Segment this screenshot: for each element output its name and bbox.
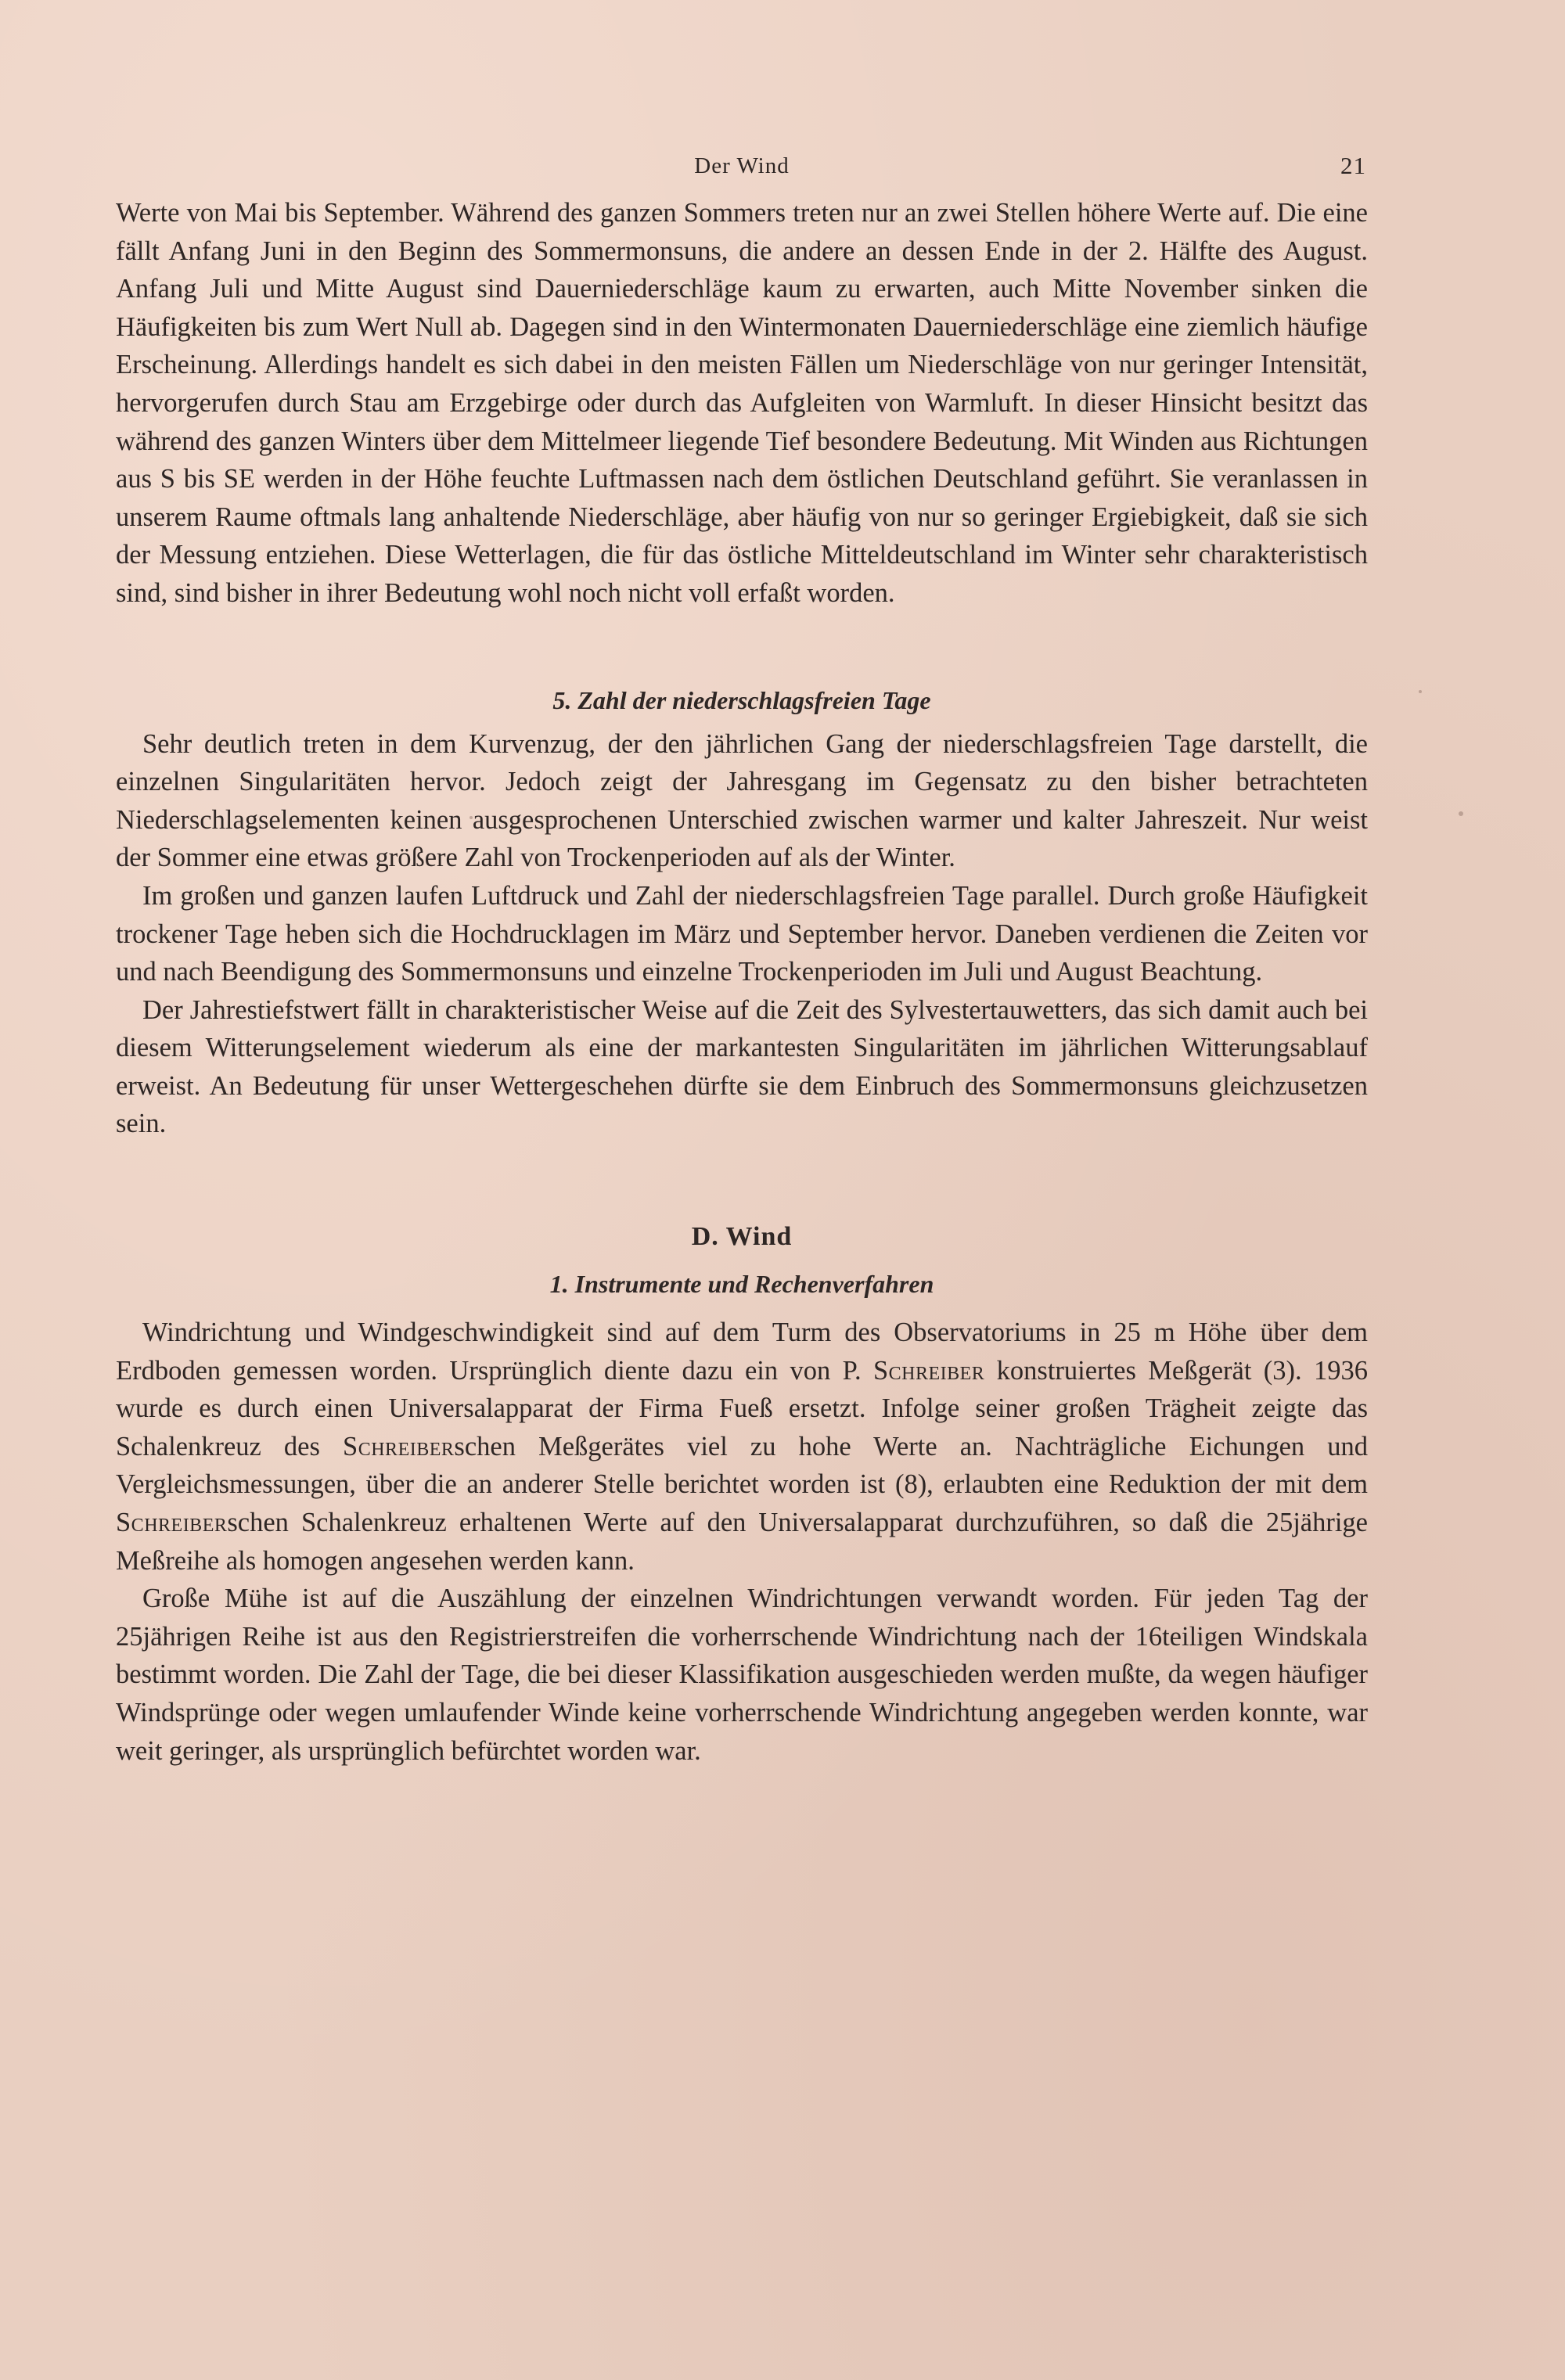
running-head xyxy=(116,147,1368,194)
section5-paragraph-3: Der Jahrestiefstwert fällt in charakteristischer Weise auf die Zeit des Sylvestertauwetters, das sich damit auch bei diesem Witterungselement wiederum als eine der markantesten Singularitäten im jährlichen Witterungsablauf erweist. An Bedeutung für unser Wettergeschehen dürfte sie dem Einbruch des Sommermonsuns gleichzusetzen sein. xyxy=(116,994,1368,1139)
section5-paragraph-1: Sehr deutlich treten in dem Kurvenzug, der den jährlichen Gang der niederschlagsfreien Tage darstellt, die einzelnen Singularitäten hervor. Jedoch zeigt der Jahresgang im Gegensatz zu den bisher betrachteten Niederschlagselementen keinen ausgesprochenen Unterschied zwischen warmer und kalter Jahreszeit. Nur weist der Sommer eine etwas größere Zahl von Trockenperioden auf als der Winter. xyxy=(116,728,1368,873)
intro-paragraph: Werte von Mai bis September. Während des ganzen Sommers treten nur an zwei Stellen höhere Werte auf. Die eine fällt Anfang Juni in den Beginn des Sommermonsuns, die andere an dessen Ende in der 2. Hälfte des August. Anfang Juli und Mitte August sind Dauerniederschläge kaum zu erwarten, auch Mitte November sinken die Häufigkeiten bis zum Wert Null ab. Dagegen sind in den Wintermonaten Dauerniederschläge eine ziemlich häufige Erscheinung. Allerdings handelt es sich dabei in den meisten Fällen um Niederschläge von nur geringer Intensität, hervorgerufen durch Stau am Erzgebirge oder durch das Aufgleiten von Warmluft. In dieser Hinsicht besitzt das während des ganzen Winters über dem Mittelmeer liegende Tief besondere Bedeutung. Mit Winden aus Richtungen aus S bis SE werden in der Höhe feuchte Luftmassen nach dem östlichen Deutschland geführt. Sie veranlassen in unserem Raume oftmals lang anhaltende Niederschläge, aber häufig von nur so geringer Ergiebigkeit, daß sie sich der Messung entziehen. Diese Wetterlagen, die für das östliche Mitteldeutschland im Winter sehr charakteristisch sind, sind bisher in ihrer Bedeutung wohl noch nicht voll erfaßt worden. xyxy=(116,198,1368,608)
author-name: Schreiber xyxy=(116,1508,228,1538)
text-run: schen Meßgerätes viel zu hohe Werte an. Nachträgliche Eichungen und Vergleichsmessungen, über die an anderer Stelle berichtet worden ist (8), erlaubten eine Reduktion der mit dem xyxy=(116,1431,1368,1500)
paper-speck xyxy=(1419,690,1422,693)
subsection-heading-1: 1. Instrumente und Rechenverfahren xyxy=(549,1270,934,1299)
section-heading-5: 5. Zahl der niederschlagsfreien Tage xyxy=(552,685,931,714)
text-run: Windrichtung und Windgeschwindigkeit sind auf dem Turm des Observatoriums in 25 m Höhe über dem Erdboden gemessen worden. Ursprünglich diente dazu ein von P. xyxy=(116,1318,1368,1386)
section5-paragraph-2: Im großen und ganzen laufen Luftdruck und Zahl der niederschlagsfreien Tage parallel. Durch große Häufigkeit trockener Tage heben sich die Hochdrucklagen im März und September hervor. Daneben verdienen die Zeiten vor und nach Beendigung des Sommermonsuns und einzelne Trockenperioden im Juli und August Beachtung. xyxy=(116,880,1368,987)
text-run: konstruiertes Meßgerät (3). 1936 wurde es durch einen Universalapparat der Firma Fueß ersetzt. Infolge seiner großen Trägheit zeigte das Schalenkreuz des xyxy=(116,1355,1368,1461)
paper-speck xyxy=(1459,811,1463,816)
author-name: Schreiber xyxy=(872,1355,985,1386)
text-run: schen Schalenkreuz erhaltenen Werte auf den Universalapparat durchzuführen, so daß die 25jährige Meßreihe als homogen angesehen werden kann. xyxy=(116,1508,1368,1576)
author-name: Schreiber xyxy=(343,1431,455,1461)
document-page xyxy=(116,147,1368,1770)
sectionD-paragraph-2: Große Mühe ist auf die Auszählung der einzelnen Windrichtungen verwandt worden. Für jeden Tag der 25jährigen Reihe ist aus den Registrierstreifen die vorherrschende Windrichtung nach der 16teiligen Windskala bestimmt worden. Die Zahl der Tage, die bei dieser Klassifikation ausgeschieden werden mußte, da wegen häufiger Windsprünge oder wegen umlaufender Winde keine vorherrschende Windrichtung angegeben werden konnte, war weit geringer, als ursprünglich befürchtet worden war. xyxy=(116,1584,1368,1766)
page-number: 21 xyxy=(1340,152,1366,179)
sectionD-paragraph-1 xyxy=(116,1314,1368,1580)
section-heading-d-wind: D. Wind xyxy=(691,1222,793,1252)
running-head-title: Der Wind xyxy=(694,153,790,178)
